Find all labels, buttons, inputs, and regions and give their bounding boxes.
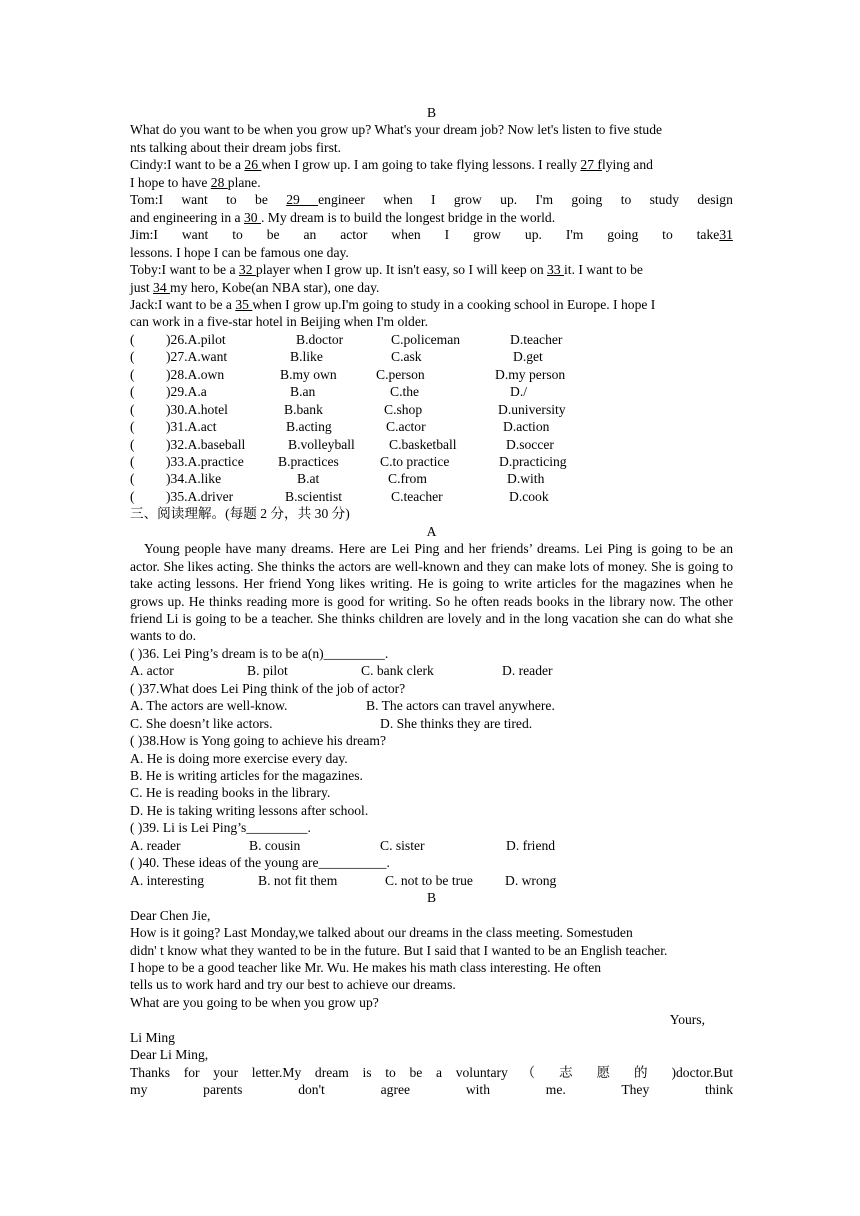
letter-1-line-4: tells us to work hard and try our best to achieve our dreams.	[130, 977, 456, 993]
option-row-30: ( )30.A.hotel B.bank C.shop D.university	[130, 401, 566, 417]
question-36-options: A. actor B. pilot C. bank clerk D. reader	[130, 663, 553, 679]
option-row-31: ( )31.A.act B.acting C.actor D.action	[130, 419, 550, 435]
cloze-tom-line-1: Tom:I want to be 29 engineer when I grow up. I'm going to study design	[130, 192, 733, 208]
cloze-tom-line-2: and engineering in a 30 . My dream is to build the longest bridge in the world.	[130, 209, 556, 225]
blank-35: 35	[235, 296, 253, 312]
question-40-options: A. interesting B. not fit them C. not to be true D. wrong	[130, 872, 557, 888]
question-38-option-d: D. He is taking writing lessons after school.	[130, 802, 369, 818]
option-row-33: ( )33.A.practice B.practices C.to practice D.practicing	[130, 453, 567, 469]
letter-1-signature: Li Ming	[130, 1029, 175, 1045]
option-row-35: ( )35.A.driver B.scientist C.teacher D.cook	[130, 488, 549, 504]
option-row-26: ( )26.A.pilot B.doctor C.policeman D.teacher	[130, 331, 563, 347]
option-row-27: ( )27.A.want B.like C.ask D.get	[130, 349, 543, 365]
exam-page	[130, 104, 733, 1099]
question-37-options-cd: C. She doesn’t like actors. D. She thinks they are tired.	[130, 715, 533, 731]
blank-32: 32	[238, 262, 256, 278]
letter-1-line-3: I hope to be a good teacher like Mr. Wu. He makes his math class interesting. He often	[130, 959, 602, 975]
question-38-option-b: B. He is writing articles for the magazines.	[130, 768, 363, 784]
option-row-29: ( )29.A.a B.an C.the D./	[130, 384, 527, 400]
question-38-option-a: A. He is doing more exercise every day.	[130, 750, 348, 766]
letter-2-line-1: Thanks for your letter.My dream is to be a voluntary （ 志 愿 的 )doctor.But	[130, 1064, 734, 1080]
cloze-toby-line-1: Toby:I want to be a 32 player when I grow up. It isn't easy, so I will keep on 33 it. I want to be	[130, 262, 643, 278]
option-row-34: ( )34.A.like B.at C.from D.with	[130, 471, 545, 487]
cloze-toby-line-2: just 34 my hero, Kobe(an NBA star), one day.	[130, 279, 380, 295]
intro-line-1: What do you want to be when you grow up? What's your dream job? Now let's listen to five stude	[130, 122, 663, 138]
blank-29: 29	[286, 192, 319, 208]
option-row-32: ( )32.A.baseball B.volleyball C.basketball D.soccer	[130, 436, 554, 452]
blank-34: 34	[153, 279, 171, 295]
question-37-options-ab: A. The actors are well-know. B. The actors can travel anywhere.	[130, 698, 555, 714]
cloze-jack-line-1: Jack:I want to be a 35 when I grow up.I'm going to study in a cooking school in Europe. I hope I	[130, 296, 656, 312]
blank-31: 31	[719, 227, 733, 243]
blank-26: 26	[244, 157, 262, 173]
question-37: ( )37.What does Lei Ping think of the job of actor?	[130, 680, 406, 696]
cloze-jack-line-2: can work in a five-star hotel in Beijing when I'm older.	[130, 314, 429, 330]
question-39: ( )39. Li is Lei Ping’s_________.	[130, 820, 311, 836]
cloze-cindy-line-1: Cindy:I want to be a 26 when I grow up. I am going to take flying lessons. I really 27 flying and	[130, 157, 653, 173]
letter-1-greeting: Dear Chen Jie,	[130, 907, 211, 923]
blank-27: 27 f	[580, 157, 602, 173]
question-39-options: A. reader B. cousin C. sister D. friend	[130, 837, 556, 853]
question-38-option-c: C. He is reading books in the library.	[130, 785, 331, 801]
letter-1-line-5: What are you going to be when you grow up?	[130, 994, 379, 1010]
letter-1-line-2: didn' t know what they wanted to be in the future. But I said that I wanted to be an English teacher.	[130, 942, 668, 958]
question-38: ( )38.How is Yong going to achieve his dream?	[130, 733, 386, 749]
reading-b-header: B	[426, 890, 437, 906]
blank-28: 28	[210, 174, 228, 190]
letter-2-line-2: my parents don't agree with me. They think	[130, 1082, 733, 1098]
cloze-jim-line-1: Jim:I want to be an actor when I grow up. I'm going to take31	[130, 227, 733, 243]
cloze-jim-line-2: lessons. I hope I can be famous one day.	[130, 244, 349, 260]
cloze-cindy-line-2: I hope to have 28 plane.	[130, 174, 261, 190]
question-36: ( )36. Lei Ping’s dream is to be a(n)_________.	[130, 645, 389, 661]
letter-1-line-1: How is it going? Last Monday,we talked about our dreams in the class meeting. Somestuden	[130, 925, 633, 941]
option-row-28: ( )28.A.own B.my own C.person D.my person	[130, 366, 566, 382]
letter-2-greeting: Dear Li Ming,	[130, 1047, 209, 1063]
reading-a-passage: Young people have many dreams. Here are Lei Ping and her friends’ dreams. Lei Ping is going to be an actor. She likes acting. She thinks the actors are well-known and they can make lots of money. She is going to take acting lessons. Her friend Yong likes writing. He is going to write articles for the magazines when he grows up. He thinks reading more is good for writing. So he often reads books in the library now. The other friend Li is going to be a teacher. She thinks children are lovely and in the long vacation she can do what she wants to do.	[130, 541, 733, 644]
intro-line-2: nts talking about their dream jobs first.	[130, 139, 342, 155]
letter-1-closing: Yours,	[669, 1012, 705, 1028]
reading-a-header: A	[426, 523, 437, 539]
cloze-options-list	[130, 331, 733, 505]
blank-30: 30	[244, 209, 261, 225]
section-3-title: 三、阅读理解。(每题 2 分，共 30 分)	[130, 506, 350, 522]
blank-33: 33	[547, 262, 565, 278]
section-b-header: B	[426, 105, 437, 120]
question-40: ( )40. These ideas of the young are__________.	[130, 855, 390, 871]
